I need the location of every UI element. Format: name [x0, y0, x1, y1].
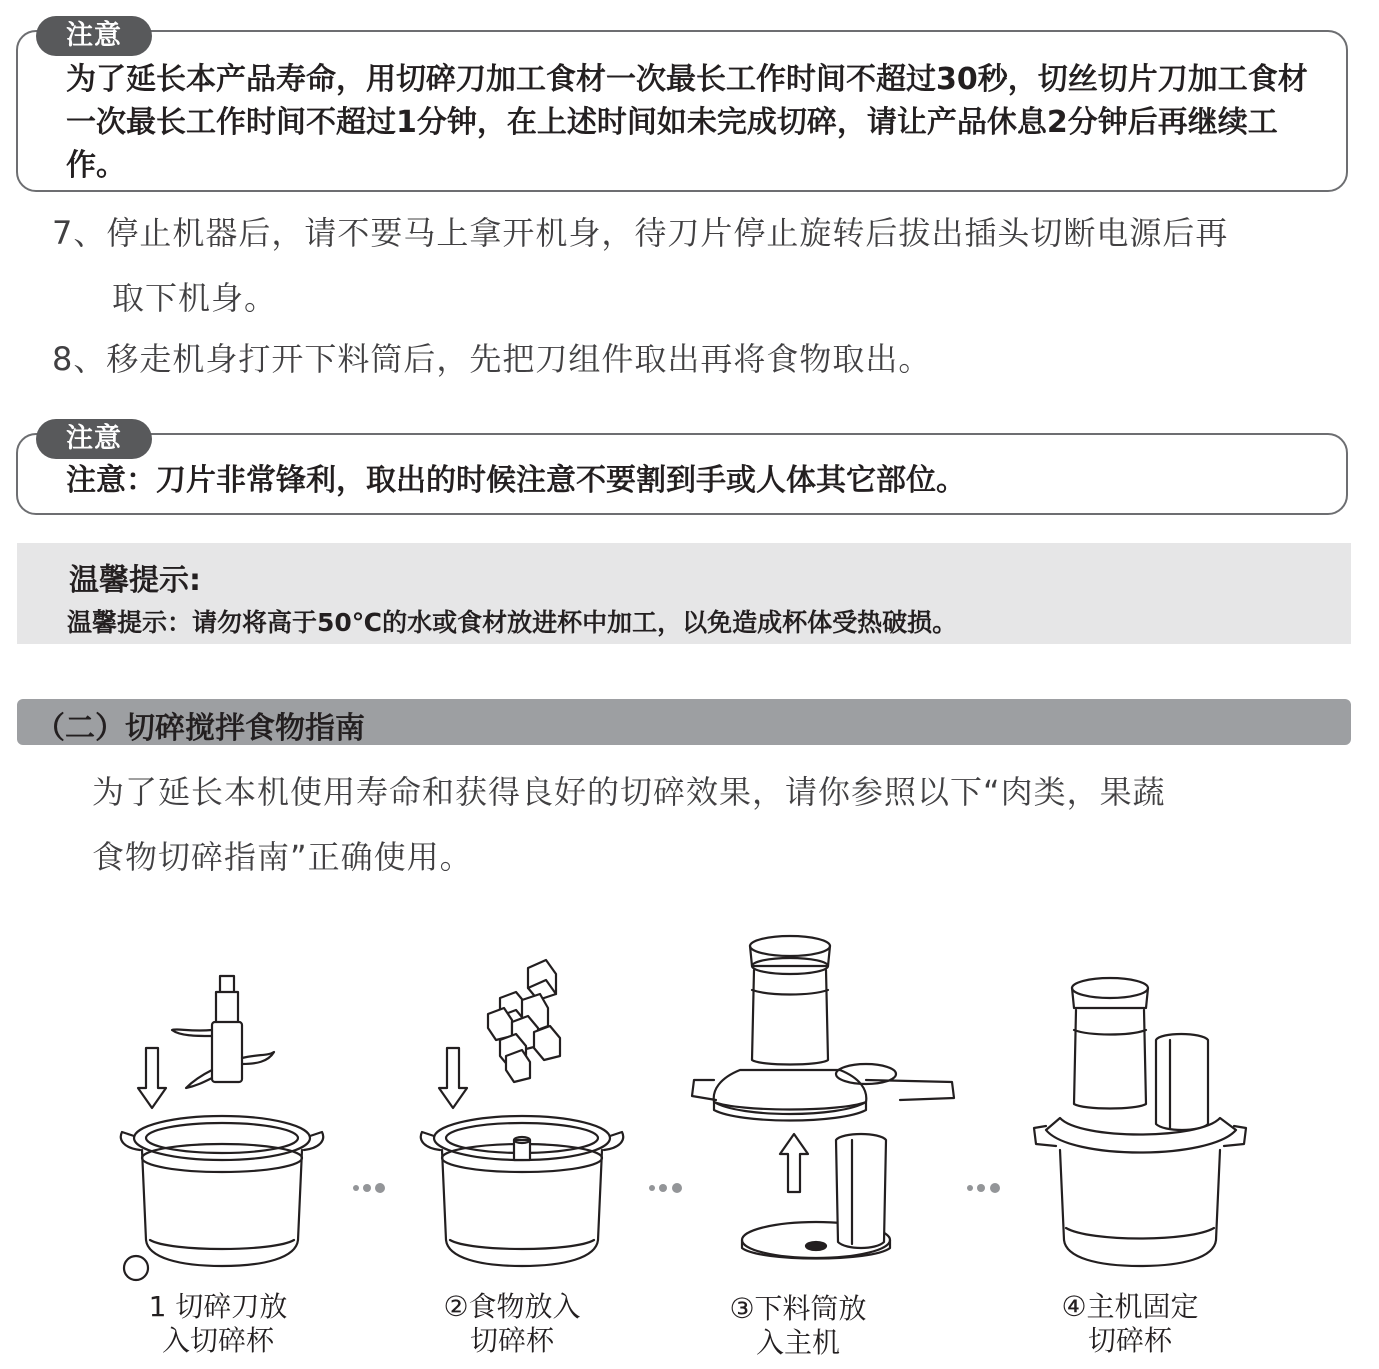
notice-tag: 注意: [36, 16, 152, 56]
notice-tag: 注意: [36, 419, 152, 459]
step-7-line-1: 7、停止机器后，请不要马上拿开机身，待刀片停止旋转后拔出插头切断电源后再: [52, 214, 1229, 252]
caption-line: ④主机固定: [1061, 1290, 1199, 1323]
caption-line: 切碎杯: [1087, 1324, 1172, 1357]
caption-step-2: [422, 1290, 602, 1358]
caption-line: 入主机: [755, 1326, 840, 1359]
notice-text: 为了延长本产品寿命，用切碎刀加工食材一次最长工作时间不超过30秒，切丝切片刀加工食材一次最长工作时间不超过1分钟，在上述时间如未完成切碎，请让产品休息2分钟后再继续工作。: [66, 62, 1308, 183]
step-circle-icon: [124, 1256, 148, 1280]
down-arrow-icon: [138, 1048, 166, 1108]
caption-line: 切碎杯: [469, 1324, 554, 1357]
caption-step-1: [128, 1290, 308, 1358]
assembled-chopper-icon: [1034, 978, 1246, 1266]
caption-line: 1 切碎刀放: [148, 1290, 288, 1323]
blade-assembly-icon: [172, 976, 274, 1088]
feed-tube-icon: [742, 1134, 890, 1259]
section-intro-line-1: 为了延长本机使用寿命和获得良好的切碎效果，请你参照以下“肉类，果蔬: [92, 773, 1166, 811]
notice-text: 注意：刀片非常锋利，取出的时候注意不要割到手或人体其它部位。: [66, 463, 966, 498]
down-arrow-icon: [439, 1048, 467, 1108]
section-intro-line-2: 食物切碎指南”正确使用。: [92, 838, 473, 876]
food-cubes-icon: [488, 960, 560, 1082]
chopping-bowl-icon: [121, 1116, 323, 1266]
step-7-line-2: 取下机身。: [112, 279, 278, 317]
chopping-bowl-icon: [421, 1116, 623, 1266]
caption-step-3: [708, 1292, 888, 1360]
tip-text: 温馨提示：请勿将高于50℃的水或食材放进杯中加工，以免造成杯体受热破损。: [67, 608, 958, 637]
up-arrow-icon: [780, 1134, 808, 1192]
caption-line: ③下料筒放: [729, 1292, 867, 1325]
tip-title: 温馨提示:: [69, 563, 201, 598]
caption-step-4: [1040, 1290, 1220, 1358]
ellipsis-icon: [353, 1183, 1000, 1193]
caption-line: ②食物放入: [443, 1290, 581, 1323]
caption-line: 入切碎杯: [161, 1324, 274, 1357]
motor-unit-icon: [692, 936, 954, 1121]
section-title: （二）切碎搅拌食物指南: [35, 711, 365, 746]
step-8: 8、移走机身打开下料筒后，先把刀组件取出再将食物取出。: [52, 340, 932, 378]
